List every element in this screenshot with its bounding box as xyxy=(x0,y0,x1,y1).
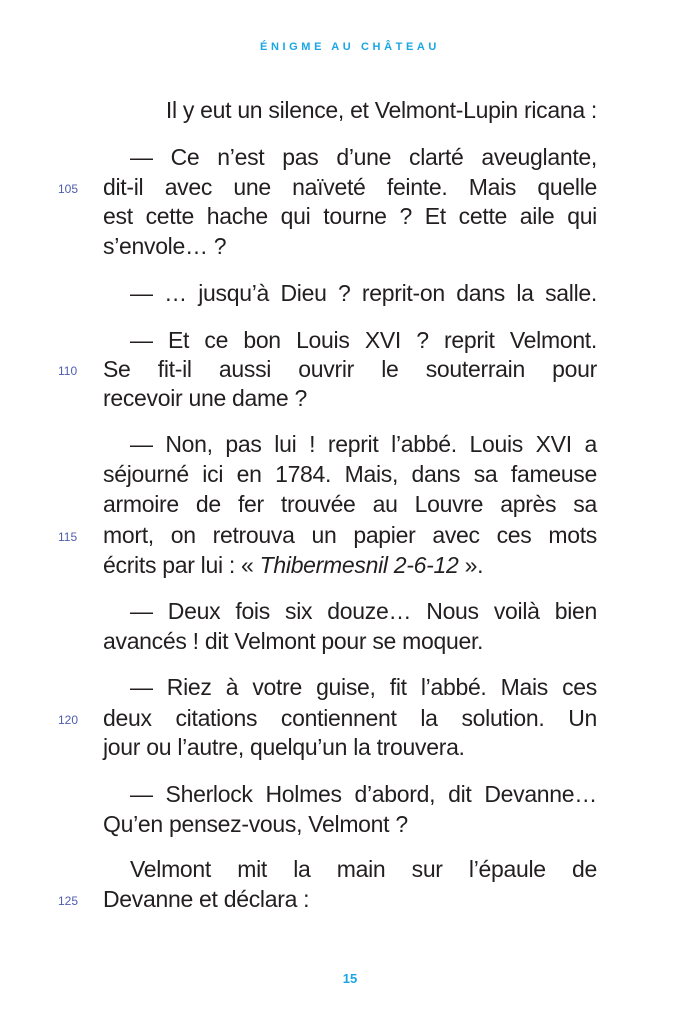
text-segment: écrits par lui : « xyxy=(103,552,260,578)
text-line: — Non, pas lui ! reprit l’abbé. Louis XVI a xyxy=(130,431,597,457)
text-line: dit-il avec une naïveté feinte. Mais quelle xyxy=(103,174,597,200)
text-line: recevoir une dame ? xyxy=(103,385,307,411)
text-line: séjourné ici en 1784. Mais, dans sa fameuse xyxy=(103,461,597,487)
italic-quote: Thibermesnil 2-6-12 xyxy=(259,552,459,578)
text-line: s’envole… ? xyxy=(103,233,227,259)
text-line: — Deux fois six douze… Nous voilà bien xyxy=(130,598,597,624)
running-header: ÉNIGME AU CHÂTEAU xyxy=(260,41,440,53)
text-line: avancés ! dit Velmont pour se moquer. xyxy=(103,628,484,654)
text-line: — Sherlock Holmes d’abord, dit Devanne… xyxy=(130,781,597,807)
text-line: — … jusqu’à Dieu ? reprit-on dans la salle. xyxy=(130,280,597,306)
line-number: 110 xyxy=(58,364,78,378)
text-line: armoire de fer trouvée au Louvre après sa xyxy=(103,491,597,517)
text-line: Velmont mit la main sur l’épaule de xyxy=(130,856,597,882)
text-line: est cette hache qui tourne ? Et cette aile qui xyxy=(103,203,597,229)
text-line: mort, on retrouva un papier avec ces mots xyxy=(103,522,597,548)
text-line: Se fit-il aussi ouvrir le souterrain pour xyxy=(103,356,597,382)
text-line: jour ou l’autre, quelqu’un la trouvera. xyxy=(103,734,465,760)
line-number: 105 xyxy=(58,182,79,196)
text-line: Il y eut un silence, et Velmont-Lupin ricana : xyxy=(165,97,597,123)
text-line: — Et ce bon Louis XVI ? reprit Velmont. xyxy=(130,327,597,353)
text-line: — Riez à votre guise, fit l’abbé. Mais ces xyxy=(130,674,597,700)
text-line: — Ce n’est pas d’une clarté aveuglante, xyxy=(130,144,597,170)
text-line: Devanne et déclara : xyxy=(103,886,310,912)
text-segment: ». xyxy=(458,552,484,578)
line-number: 120 xyxy=(58,713,79,727)
page-number: 15 xyxy=(342,971,358,986)
text-line: deux citations contiennent la solution. Un xyxy=(103,705,597,731)
text-line: Qu’en pensez-vous, Velmont ? xyxy=(103,811,408,837)
text-line xyxy=(103,550,597,580)
line-number: 125 xyxy=(58,894,79,908)
line-number: 115 xyxy=(58,530,78,544)
